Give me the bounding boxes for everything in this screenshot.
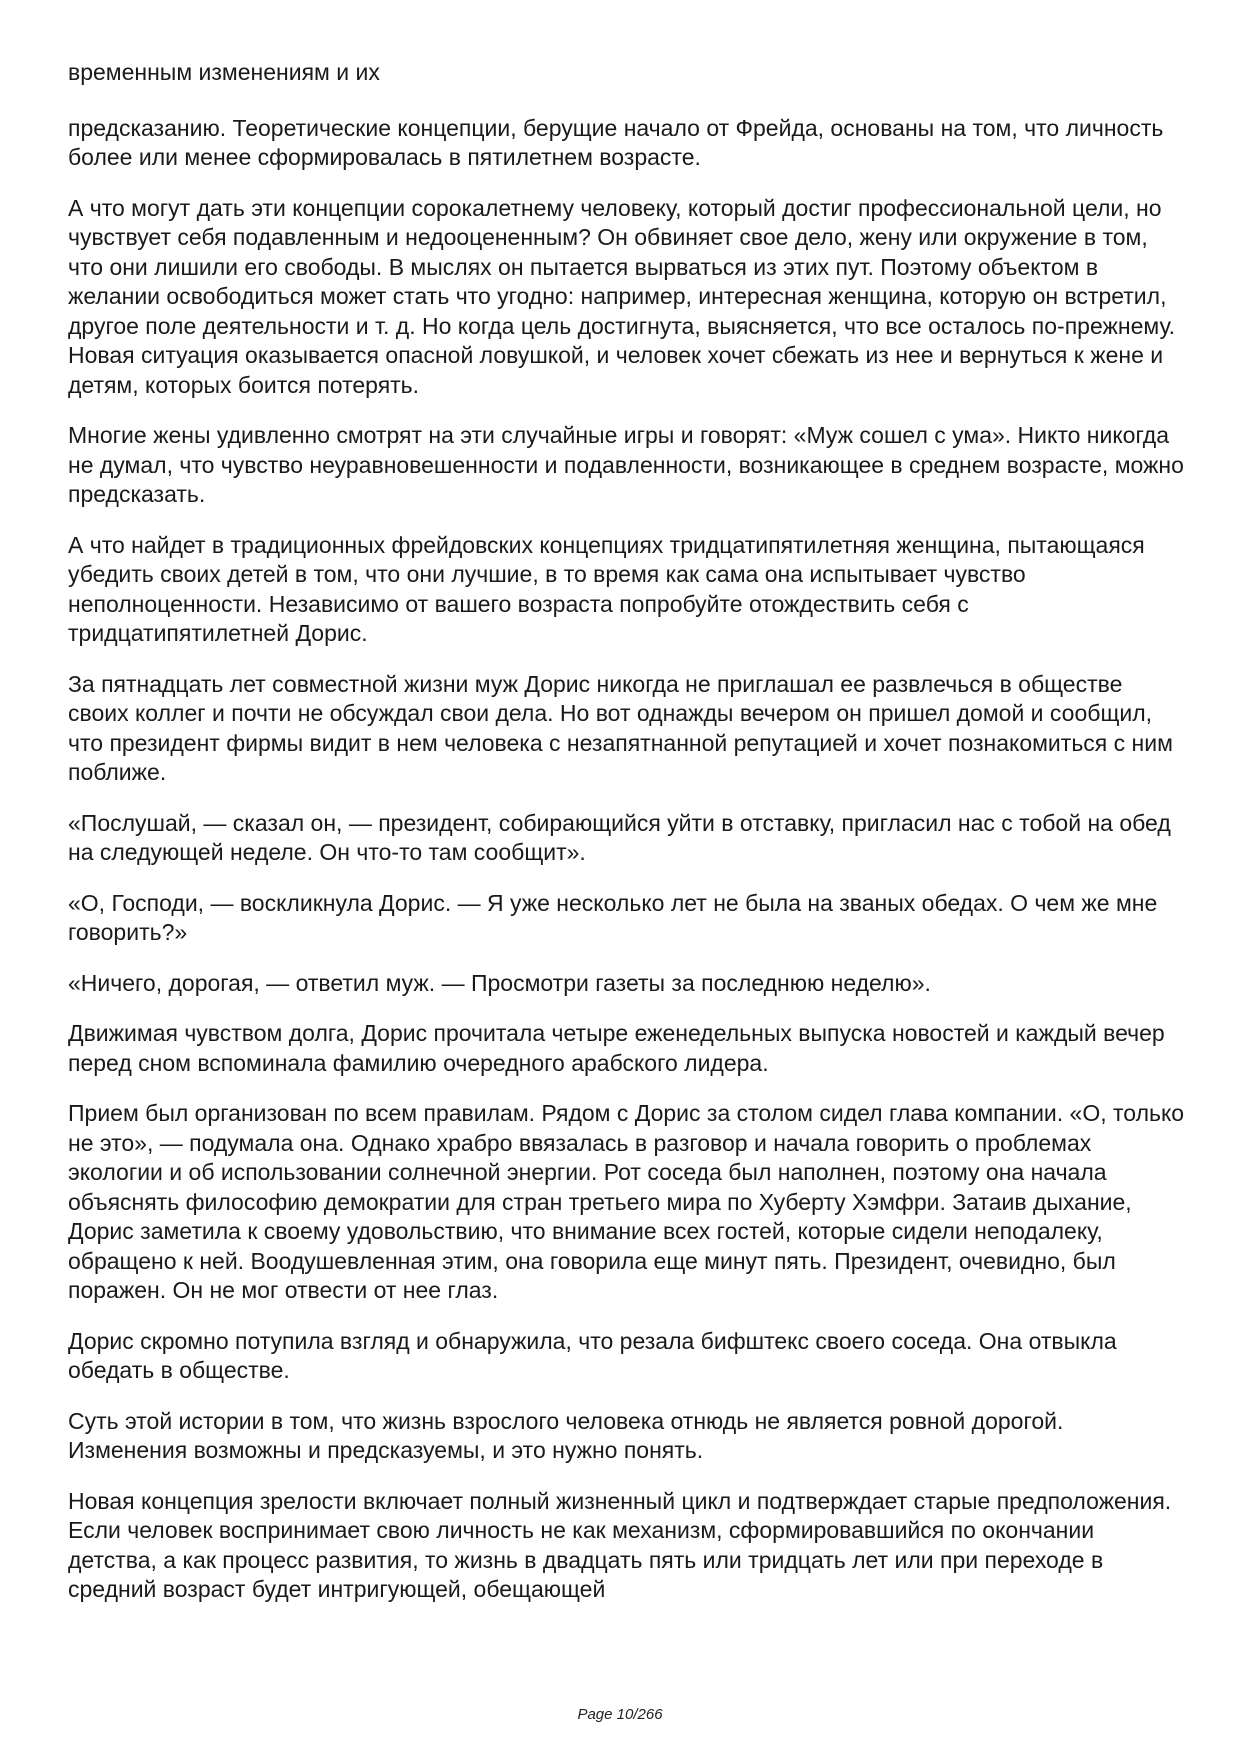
paragraph: Движимая чувством долга, Дорис прочитала четыре еженедельных выпуска новостей и каждый вечер перед сном вспоминала фамилию очередного арабского лидера. [68,1020,1165,1076]
paragraph: Новая концепция зрелости включает полный жизненный цикл и подтверждает старые предположения. Если человек воспринимает свою личность не как механизм, сформировавшийся по окончании детства, а как процесс развития, то жизнь в двадцать пять или тридцать лет или при переходе в средний возраст будет интригующей, обещающей [68,1487,1172,1602]
paragraph: Прием был организован по всем правилам. Рядом с Дорис за столом сидел глава компании. «О, только не это», — подумала она. Однако храбро ввязалась в разговор и начала говорить о проблемах экологии и об использовании солнечной энергии. Рот соседа был наполнен, поэтому она начала объяснять философию демократии для стран третьего мира по Хуберту Хэмфри. Затаив дыхание, Дорис заметила к своему удовольствию, что внимание всех гостей, которые сидели неподалеку, обращено к ней. Воодушевленная этим, она говорила еще минут пять. Президент, очевидно, был поражен. Он не мог отвести от нее глаз. [68,1100,1185,1303]
paragraph: «Ничего, дорогая, — ответил муж. — Просмотри газеты за последнюю неделю». [68,969,931,996]
paragraph: временным изменениям и их [68,59,380,85]
paragraph: Суть этой истории в том, что жизнь взрослого человека отнюдь не является ровной дорогой. Изменения возможны и предсказуемы, и это нужно понять. [68,1407,1064,1463]
paragraph: «Послушай, — сказал он, — президент, собирающийся уйти в отставку, пригласил нас с тобой на обед на следующей неделе. Он что-то там сообщит». [68,809,1171,865]
page-number: Page 10/266 [577,1706,663,1723]
document-body [68,58,1188,1626]
paragraph: Дорис скромно потупила взгляд и обнаружила, что резала бифштекс своего соседа. Она отвыкла обедать в обществе. [68,1327,1117,1383]
paragraph: А что могут дать эти концепции сорокалетнему человеку, который достиг профессиональной цели, но чувствует себя подавленным и недооцененным? Он обвиняет свое дело, жену или окружение в том, что они лишили его свободы. В мыслях он пытается вырваться из этих пут. Поэтому объектом в желании освободиться может стать что угодно: например, интересная женщина, которую он встретил, другое поле деятельности и т. д. Но когда цель достигнута, выясняется, что все осталось по-прежнему. Новая ситуация оказывается опасной ловушкой, и человек хочет сбежать из нее и вернуться к жене и детям, которых боится потерять. [68,194,1176,398]
paragraph: предсказанию. Теоретические концепции, берущие начало от Фрейда, основаны на том, что личность более или менее сформировалась в пятилетнем возрасте. [68,114,1164,170]
paragraph: «О, Господи, — воскликнула Дорис. — Я уже несколько лет не была на званых обедах. О чем же мне говорить?» [68,889,1158,945]
paragraph: А что найдет в традиционных фрейдовских концепциях тридцатипятилетняя женщина, пытающаяся убедить своих детей в том, что они лучшие, в то время как сама она испытывает чувство неполноценности. Независимо от вашего возраста попробуйте отождествить себя с тридцатипятилетней Дорис. [68,531,1145,646]
paragraph: Многие жены удивленно смотрят на эти случайные игры и говорят: «Муж сошел с ума». Никто никогда не думал, что чувство неуравновешенности и подавленности, возникающее в среднем возрасте, можно предсказать. [68,422,1184,507]
paragraph: За пятнадцать лет совместной жизни муж Дорис никогда не приглашал ее развлечься в обществе своих коллег и почти не обсуждал свои дела. Но вот однажды вечером он пришел домой и сообщил, что президент фирмы видит в нем человека с незапятнанной репутацией и хочет познакомиться с ним поближе. [68,670,1173,785]
